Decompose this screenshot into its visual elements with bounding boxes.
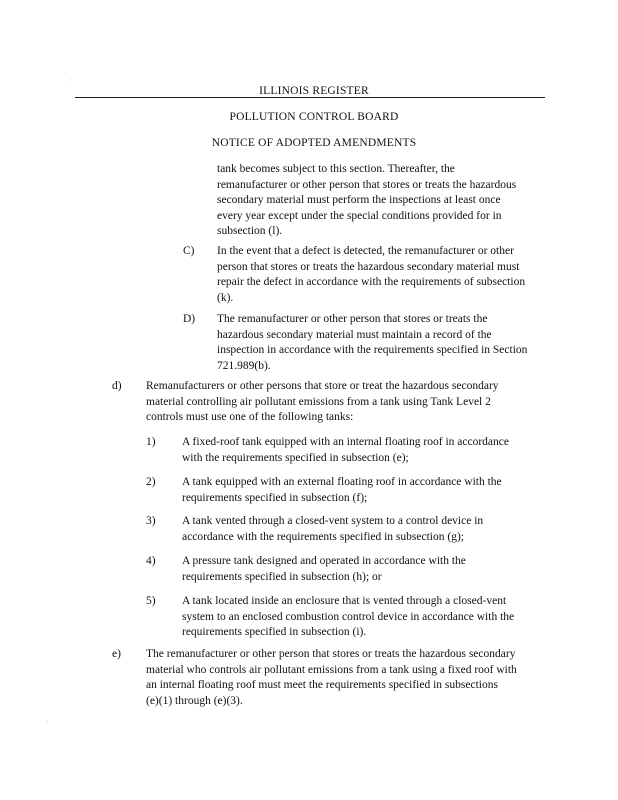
text-line: hazardous secondary material must maintain a record of the bbox=[217, 328, 492, 341]
item-c-text bbox=[217, 244, 525, 306]
item-d-lower-label: d) bbox=[112, 380, 122, 392]
text-line: requirements specified in subsection (f); bbox=[182, 491, 368, 504]
text-line: A tank located inside an enclosure that is vented through a closed-vent bbox=[182, 595, 507, 607]
header-rule bbox=[75, 97, 545, 98]
item-5-label: 5) bbox=[146, 595, 156, 607]
text-line: an internal floating roof must meet the requirements specified in subsections bbox=[146, 679, 498, 692]
text-line: A tank equipped with an external floating roof in accordance with the bbox=[182, 476, 502, 488]
text-line: (k). bbox=[217, 291, 234, 304]
text-line: A pressure tank designed and operated in accordance with the bbox=[182, 555, 466, 567]
text-line: tank becomes subject to this section. Thereafter, the bbox=[217, 163, 455, 175]
item-3-label: 3) bbox=[146, 515, 156, 527]
text-line: inspection in accordance with the requirements specified in Section bbox=[217, 344, 528, 357]
text-line: repair the defect in accordance with the requirements of subsection bbox=[217, 276, 526, 289]
item-4-label: 4) bbox=[146, 555, 156, 567]
text-line: The remanufacturer or other person that stores or treats the bbox=[217, 313, 488, 325]
text-line: material who controls air pollutant emissions from a tank using a fixed roof with bbox=[146, 663, 517, 676]
item-3-text bbox=[182, 514, 483, 545]
item-d-upper-text bbox=[217, 312, 527, 374]
text-line: A fixed-roof tank equipped with an internal floating roof in accordance bbox=[182, 436, 509, 448]
text-line: A tank vented through a closed-vent system to a control device in bbox=[182, 515, 484, 527]
text-line: accordance with the requirements specified in subsection (g); bbox=[182, 530, 464, 543]
text-line: with the requirements specified in subsection (e); bbox=[182, 451, 409, 464]
text-line: (e)(1) through (e)(3). bbox=[146, 694, 243, 707]
text-line: secondary material must perform the inspections at least once bbox=[217, 194, 501, 207]
text-line: Remanufacturers or other persons that store or treat the hazardous secondary bbox=[146, 380, 499, 392]
margin-mark: · bbox=[46, 717, 49, 727]
item-e-text bbox=[146, 647, 517, 709]
text-line: requirements specified in subsection (h); or bbox=[182, 570, 382, 583]
text-line: controls must use one of the following tanks: bbox=[146, 411, 354, 424]
notice-title: NOTICE OF ADOPTED AMENDMENTS bbox=[211, 137, 417, 149]
item-4-text bbox=[182, 554, 466, 585]
text-line: requirements specified in subsection (i). bbox=[182, 626, 367, 639]
margin-mark: · bbox=[70, 75, 73, 85]
item-e-label: e) bbox=[112, 648, 121, 660]
item-d-upper-label: D) bbox=[183, 313, 196, 325]
item-1-label: 1) bbox=[146, 436, 156, 448]
text-line: every year except under the special conditions provided for in bbox=[217, 209, 502, 222]
item-2-text bbox=[182, 475, 502, 506]
text-line: subsection (l). bbox=[217, 225, 283, 238]
board-title: POLLUTION CONTROL BOARD bbox=[229, 111, 399, 123]
text-line: person that stores or treats the hazardous secondary material must bbox=[217, 260, 520, 273]
text-line: 721.989(b). bbox=[217, 359, 271, 372]
text-line: The remanufacturer or other person that stores or treats the hazardous secondary bbox=[146, 648, 516, 660]
text-line: material controlling air pollutant emissions from a tank using Tank Level 2 bbox=[146, 395, 491, 408]
item-1-text bbox=[182, 435, 509, 466]
item-5-text bbox=[182, 594, 514, 641]
text-line: system to an enclosed combustion control device in accordance with the bbox=[182, 610, 515, 623]
item-2-label: 2) bbox=[146, 476, 156, 488]
continuation-paragraph bbox=[217, 162, 516, 240]
item-c-label: C) bbox=[183, 245, 195, 257]
item-d-lower-text bbox=[146, 379, 499, 426]
text-line: In the event that a defect is detected, the remanufacturer or other bbox=[217, 245, 514, 257]
register-title: ILLINOIS REGISTER bbox=[259, 85, 369, 97]
text-line: remanufacturer or other person that stores or treats the hazardous bbox=[217, 178, 517, 191]
